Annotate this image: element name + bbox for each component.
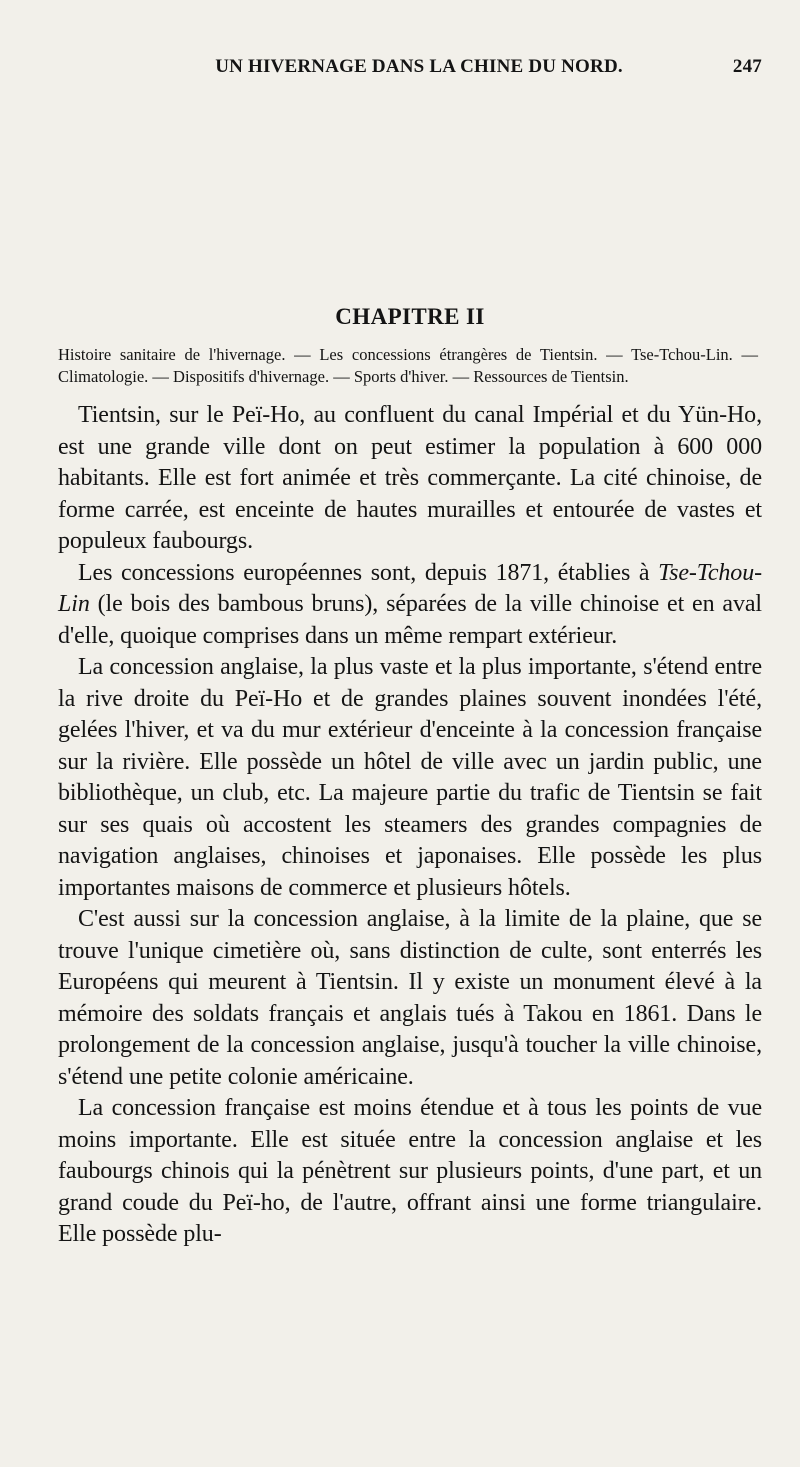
place-name-italic: Tse-Tchou-Lin [58,559,762,617]
paragraph: La concession française est moins étendue et à tous les points de vue moins importante. Elle est située entre la concession anglaise et les faubourgs chinois qui la pénètrent sur plusieurs points, d'une part, et un grand coude du Peï-ho, de l'autre, offrant ainsi une forme triangulaire. Elle possède plu- [58,1095,762,1247]
paragraph [58,558,762,653]
paragraph-text: (le bois des bambous bruns), séparées de la ville chinoise et en aval d'elle, quoique comprises dans un même rempart extérieur. [58,591,762,649]
paragraph: La concession anglaise, la plus vaste et la plus importante, s'étend entre la rive droite du Peï-Ho et de grandes plaines souvent inondées l'été, gelées l'hiver, et va du mur extérieur d'enceinte à la concession française sur la rivière. Elle possède un hôtel de ville avec un jardin public, une bibliothèque, un club, etc. La majeure partie du trafic de Tientsin se fait sur ses quais où accostent les steamers des grandes compagnies de navigation anglaises, chinoises et japonaises. Elle possède les plus importantes maisons de commerce et plusieurs hôtels. [58,654,762,901]
paragraph: Tientsin, sur le Peï-Ho, au confluent du canal Impérial et du Yün-Ho, est une grande ville dont on peut estimer la population à 600 000 habitants. Elle est fort animée et très commerçante. La cité chinoise, de forme carrée, est enceinte de hautes murailles et entourée de vastes et populeux faubourgs. [58,402,762,554]
page-number: 247 [732,56,762,77]
running-head-title: UN HIVERNAGE DANS LA CHINE DU NORD. [215,56,623,77]
paragraph: C'est aussi sur la concession anglaise, à la limite de la plaine, que se trouve l'unique cimetière où, sans distinction de culte, sont enterrés les Européens qui meurent à Tientsin. Il y existe un monument élevé à la mémoire des soldats français et anglais tués à Takou en 1861. Dans le prolongement de la concession anglaise, jusqu'à toucher la ville chinoise, s'étend une petite colonie américaine. [58,906,762,1090]
chapter-title: CHAPITRE II [335,304,485,329]
chapter-summary: Histoire sanitaire de l'hivernage. — Les concessions étrangères de Tientsin. — Tse-Tchou-Lin. — Climatologie. — Dispositifs d'hivernage. — Sports d'hiver. — Ressources de Tientsin. [58,345,758,386]
running-head [58,56,762,90]
body-text [58,400,762,1251]
paragraph-text: Les concessions européennes sont, depuis 1871, établies à [78,559,659,586]
